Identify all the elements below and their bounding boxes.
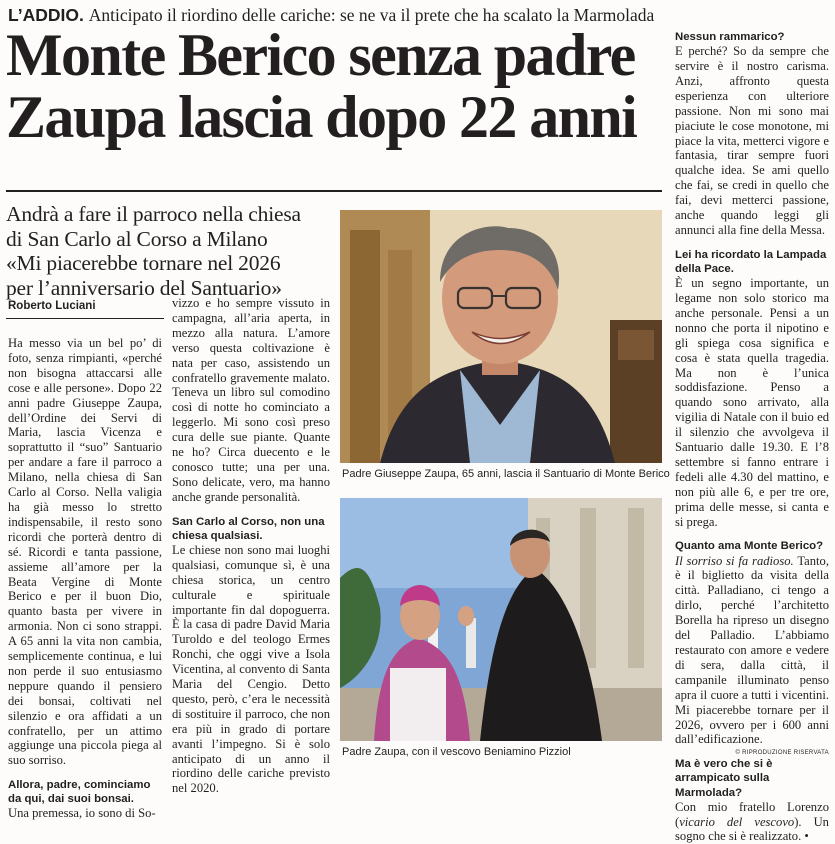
copyright-notice: © RIPRODUZIONE RISERVATA — [735, 750, 829, 756]
kicker-tag: L’ADDIO. — [8, 5, 84, 25]
article-column-2 — [172, 296, 330, 796]
paragraph-text: Con mio fratello Lorenzo ( — [675, 799, 829, 829]
deck-line-2: di San Carlo al Corso a Milano — [6, 226, 268, 251]
paragraph — [675, 800, 829, 844]
bishop-photo — [340, 498, 662, 741]
byline-rule — [6, 318, 164, 319]
article-column-3 — [675, 30, 829, 844]
paragraph: Ha messo via un bel po’ di foto, senza rimpianti, «perché non bisogna attaccarsi alle cose e alle persone». Dopo 22 anni padre Giuseppe Zaupa, dell’Ordine dei Servi di Maria, lascia Vicenza e soprattutto il “suo” Santuario per andare a fare il parroco a Milano, nella chiesa di San Carlo al Corso. Nella valigia ha già messo lo stretto indispensabile, il resto sono ricordi che porterà dentro di sé. Ricordi e tanta passione, assieme all’amore per la Beata Vergine di Monte Berico e per il buon Dio, quanto basta per vivere in armonia. Non ci sono strappi. A 65 anni la vita non cambia, semplicemente continua, e lui non perde il suo entusiasmo neppure quando il pensiero dei bonsai, coltivati nel silenzio e ora affidati a un confratello, per un attimo aggiunge una piccola piega al suo sorriso. — [8, 336, 162, 768]
photo-caption-1: Padre Giuseppe Zaupa, 65 anni, lascia il Santuario di Monte Berico — [342, 468, 670, 480]
headline-rule — [6, 190, 662, 192]
interview-question: Allora, padre, cominciamo da qui, dai suoi bonsai. — [8, 779, 151, 806]
deck — [6, 202, 336, 300]
portrait-photo — [340, 210, 662, 463]
interview-question: Ma è vero che si è arrampicato sulla Marmolada? — [675, 758, 773, 799]
paragraph: Una premessa, io sono di So- — [8, 806, 156, 821]
paragraph: vizzo e ho sempre vissuto in campagna, all’aria aperta, in mezzo alla natura. L’amore verso questa coltivazione è nata per caso, assistendo un confratello gravemente malato. Teneva un libro sul comodino così di notte ho cominciato a leggerlo. Mi sono così preso cura delle sue piante. Quante ne ho? Circa duecento e le conosco tutte; una per una. Sono delicate, vero, ma hanno anche grande personalità. — [172, 296, 330, 504]
kicker-text: Anticipato il riordino delle cariche: se ne va il prete che ha scalato la Marmolada — [88, 5, 655, 25]
paragraph: E perché? So da sempre che servire è il nostro carisma. Anzi, affronto questa esperienza con ulteriore passione. Non mi sono mai piaciute le cose monotone, mi piace la vita, metterci vigore e fantasia, tirar sempre fuori qualche idea. Se ami quello che fai, se credi in quello che fai, devi metterci passione, anche quando leggi gli annunci alla fine della Messa. — [675, 44, 829, 237]
paragraph: È un segno importante, un legame non solo storico ma anche personale. Pensi a un nonno che porta il nipotino e gli spiega cosa significa e cosa è stata quella tragedia. Ma non è l’unica soddisfazione. Penso a quando sono arrivato, alla vigilia di Natale con il buio ed il silenzio che avvolgeva il Santuario dalle 19.30. E l’8 settembre si fanno entrare i fedeli alle 4.30 del mattino, e non più alle 6, e per tre ore, prima delle messe, si canta e si prega. — [675, 276, 829, 529]
paragraph: Le chiese non sono mai luoghi qualsiasi, comunque sì, è una chiesa storica, un centro culturale e spirituale importante fin dal dopoguerra. È la casa di padre David Maria Turoldo e del teologo Ermes Ronchi, che oggi vive a Isola Vicentina, al convento di Santa Maria del Cengio. Detto questo, però, c’era le necessità di sostituire il parroco, che non era più in grado di portare avanti l’impegno. Si è solo anticipato di un anno il riordino delle cariche previsto nel 2020. — [172, 542, 330, 796]
bishop-photo-image — [340, 498, 662, 741]
interview-question: Lei ha ricordato la Lampada della Pace. — [675, 248, 827, 275]
interview-question: Quanto ama Monte Berico? — [675, 540, 824, 553]
article-column-1 — [8, 336, 162, 821]
deck-line-4: per l’anniversario del Santuario» — [6, 275, 282, 300]
paragraph-text: ). Un sogno che si è realizzato. • — [675, 814, 829, 844]
headline-line-1: Monte Berico senza padre — [6, 22, 635, 88]
italic-aside: Il sorriso si fa radioso. — [675, 553, 794, 568]
paragraph — [675, 554, 829, 748]
deck-line-3: «Mi piacerebbe tornare nel 2026 — [6, 251, 281, 275]
interview-question: San Carlo al Corso, non una chiesa qualsiasi. — [172, 515, 325, 542]
interview-question: Nessun rammarico? — [675, 31, 785, 43]
deck-line-1: Andrà a fare il parroco nella chiesa — [6, 202, 301, 226]
paragraph-text: Tanto, è il biglietto da visita della città. Palladiano, ci tengo a dirlo, perché l’architetto Borella ha ripreso un disegno del Palladio. L’abbiamo restaurato con amore e vedere di sera, dalla città, il campanile illuminato penso apra il cuore a tutti i vicentini. Mi piacerebbe tornare per il 2026, ovvero per i 600 anni dall’edificazione. — [675, 553, 829, 747]
headline-line-2: Zaupa lascia dopo 22 anni — [6, 84, 637, 150]
italic-aside: vicario del vescovo — [679, 814, 795, 829]
byline: Roberto Luciani — [8, 300, 96, 312]
photo-caption-2: Padre Zaupa, con il vescovo Beniamino Pizziol — [342, 746, 571, 758]
portrait-photo-image — [340, 210, 662, 463]
headline — [6, 24, 670, 148]
